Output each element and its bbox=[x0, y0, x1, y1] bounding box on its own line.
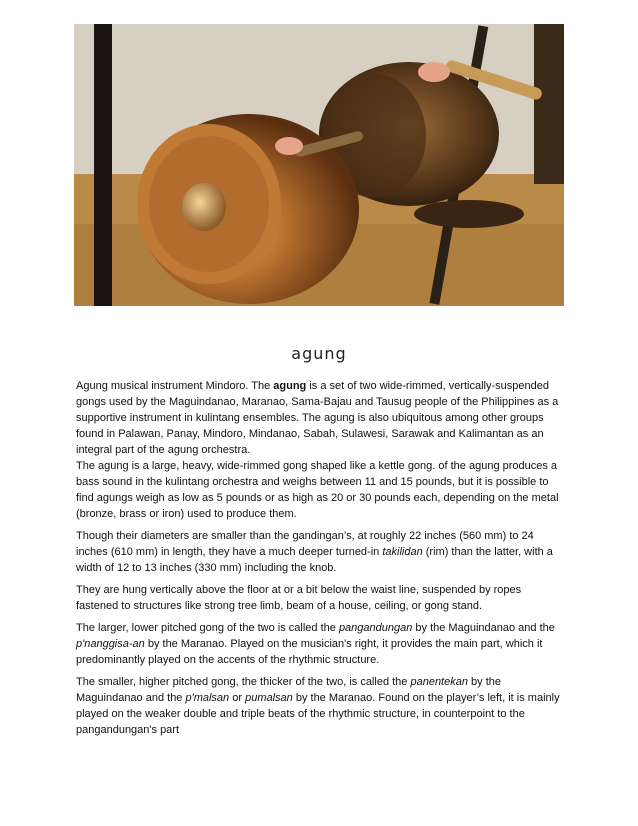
paragraph-3-text-start: Though their diameters are smaller than the gandingan’s, at roughly 22 inches (560 mm) to 24 inches (610 mm) in length, they have a much deeper turned-in bbox=[76, 530, 534, 558]
paragraph-5 bbox=[76, 620, 566, 668]
paragraph-6-italic-term-3: pumalsan bbox=[245, 692, 293, 704]
paragraph-3-italic-term: takilidan bbox=[382, 546, 423, 558]
paragraph-6-italic-term-2: p'malsan bbox=[185, 692, 230, 704]
paragraph-6-text-or: or bbox=[229, 692, 246, 704]
paragraph-6-italic-term-1: panentekan bbox=[410, 676, 468, 688]
paragraph-5-italic-term-1: pangandungan bbox=[338, 622, 413, 634]
paragraph-3 bbox=[76, 528, 566, 576]
paragraph-6-text-end: by the Maranao. Found on the player’s left, it is mainly played on the weaker double and triple beats of the rhythmic structure, in counterpoint to the pangandungan's part bbox=[76, 692, 560, 736]
paragraph-5-text-end: by the Maranao. Played on the musician's right, it provides the main part, which it predominantly played on the accents of the rhythmic structure. bbox=[76, 638, 543, 666]
paragraph-5-text-start: The larger, lower pitched gong of the two is called the bbox=[76, 622, 339, 634]
paragraph-6-text-mid: by the Maguindanao and the bbox=[76, 676, 501, 704]
page-title: agung bbox=[291, 344, 347, 363]
paragraph-6-text-start: The smaller, higher pitched gong, the thicker of the two, is called the bbox=[76, 676, 411, 688]
paragraph-4: They are hung vertically above the floor at or a bit below the waist line, suspended by ropes fastened to structures like strong tree limb, beam of a house, ceiling, or gong stand. bbox=[76, 584, 522, 612]
paragraph-1-text-start: Agung musical instrument Mindoro. The bbox=[76, 380, 274, 392]
paragraph-1-bold-term: agung bbox=[273, 380, 307, 392]
paragraph-6 bbox=[76, 674, 566, 738]
paragraph-3-text-end: (rim) than the latter, with a width of 12 to 13 inches (330 mm) including the knob. bbox=[76, 546, 553, 574]
article-body bbox=[76, 378, 566, 744]
agung-gongs-image bbox=[74, 24, 564, 306]
paragraph-5-italic-term-2: p'nanggisa-an bbox=[76, 638, 145, 650]
paragraph-2: The agung is a large, heavy, wide-rimmed gong shaped like a kettle gong. of the agung produces a bass sound in the kulintang orchestra and weighs between 11 and 15 pounds, but it is possible to find agungs weigh as low as 5 pounds or as high as 20 or 30 pounds each, depending on the metal (bronze, brass or iron) used to produce them. bbox=[76, 460, 559, 520]
paragraph-5-text-mid: by the Maguindanao and the bbox=[412, 622, 555, 634]
agung-photo bbox=[74, 24, 564, 306]
paragraph-1 bbox=[76, 378, 566, 458]
paragraph-1-text-end: is a set of two wide-rimmed, vertically-suspended gongs used by the Maguindanao, Maranao, Sama-Bajau and Tausug people of the Philippines as a supportive instrument in kulintang ensembles. The agung is also ubiquitous among other groups found in Palawan, Panay, Mindoro, Mindanao, Sabah, Sulawesi, Sarawak and Kalimantan as an integral part of the agung orchestra. bbox=[76, 380, 559, 456]
